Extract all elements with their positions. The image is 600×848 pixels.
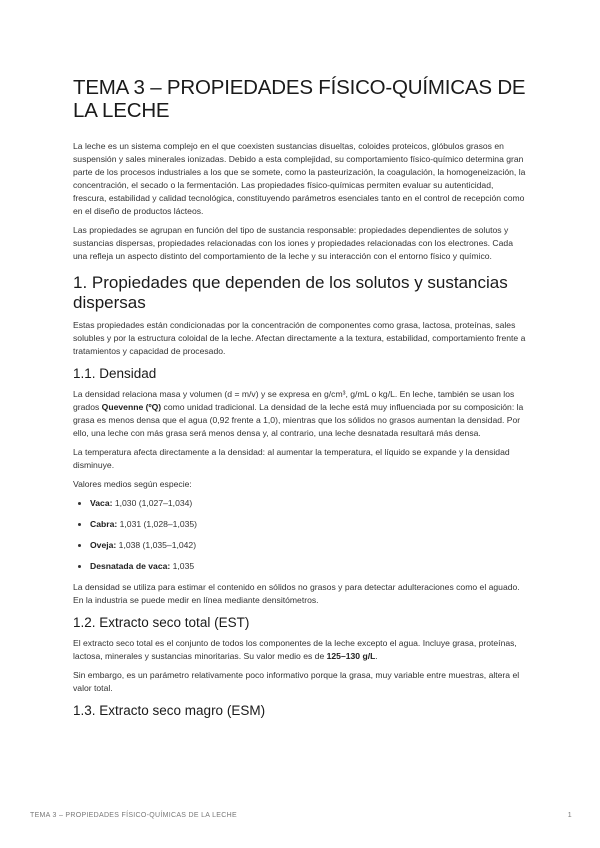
page-number: 1 [567,812,572,819]
list-item: • Desnatada de vaca: 1,035 [90,560,527,573]
est-paragraph-2: Sin embargo, es un parámetro relativamente poco informativo porque la grasa, muy variable entre muestras, altera el valor total. [73,670,520,693]
list-item: • Cabra: 1,031 (1,028–1,035) [90,518,527,531]
density-values-list [73,497,527,573]
section-1-heading: 1. Propiedades que dependen de los solutos y sustancias dispersas [73,273,508,312]
section-1-text: Estas propiedades están condicionadas por la concentración de componentes como grasa, lactosa, proteínas, sales solubles y por la estructura coloidal de la leche. Afectan directamente a la textura, estabilidad, comportamiento frente a tratamientos y capacidad de procesado. [73,320,526,356]
document-title: TEMA 3 – PROPIEDADES FÍSICO-QUÍMICAS DE LA LECHE [73,76,526,122]
density-list-intro: Valores medios según especie: [73,479,192,489]
density-paragraph-1: La densidad relaciona masa y volumen (d = m/v) y se expresa en g/cm³, g/mL o kg/L. En leche, también se usan los grados Quevenne (ºQ) como unidad tradicional. La densidad de la leche está muy influenciada por su composición: la grasa es menos densa que el agua (0,92 frente a 1,0), mientras que los sólidos no grasos aumentan la densidad. Por ello, una leche con más grasa será menos densa y, al contrario, una leche desnatada resultará más densa. [73,389,524,438]
list-item: • Vaca: 1,030 (1,027–1,034) [90,497,527,510]
list-item: • Oveja: 1,038 (1,035–1,042) [90,539,527,552]
density-heading: 1.1. Densidad [73,366,157,381]
page-footer [30,812,572,819]
footer-title: TEMA 3 – PROPIEDADES FÍSICO-QUÍMICAS DE LA LECHE [30,812,237,819]
document-body [73,76,527,725]
esm-heading: 1.3. Extracto seco magro (ESM) [73,703,266,718]
density-paragraph-3: La densidad se utiliza para estimar el contenido en sólidos no grasos y para detectar adulteraciones como el aguado. En la industria se puede medir en línea mediante densitómetros. [73,582,520,605]
est-heading: 1.2. Extracto seco total (EST) [73,615,250,630]
est-paragraph-1: El extracto seco total es el conjunto de todos los componentes de la leche excepto el agua. Incluye grasa, proteínas, lactosa, minerales y sustancias minoritarias. Su valor medio es de 125–130 g/L. [73,638,517,661]
quevenne-term: Quevenne (ºQ) [101,402,162,412]
intro-paragraph-1: La leche es un sistema complejo en el que coexisten sustancias disueltas, coloides proteicos, glóbulos grasos en suspensión y sales minerales ionizadas. Debido a esta complejidad, su comportamiento físico-químico determina gran parte de los procesos industriales a los que se somete, como la pasteurización, la coagulación, la homogeneización, la concentración, el secado o la fermentación. Las propiedades físico-químicas permiten evaluar su autenticidad, frescura, estabilidad y calidad tecnológica, constituyendo parámetros esenciales tanto en el control de recepción como en el diseño de productos lácteos. [73,141,526,216]
est-value: 125–130 g/L [326,651,376,661]
intro-paragraph-2: Las propiedades se agrupan en función del tipo de sustancia responsable: propiedades dependientes de solutos y sustancias dispersas, propiedades relacionadas con los iones y propiedades relacionadas con los electrones. Cada una refleja un aspecto distinto del comportamiento de la leche y su interacción con el entorno físico y químico. [73,225,513,261]
density-paragraph-2: La temperatura afecta directamente a la densidad: al aumentar la temperatura, el líquido se expande y la densidad disminuye. [73,447,510,470]
